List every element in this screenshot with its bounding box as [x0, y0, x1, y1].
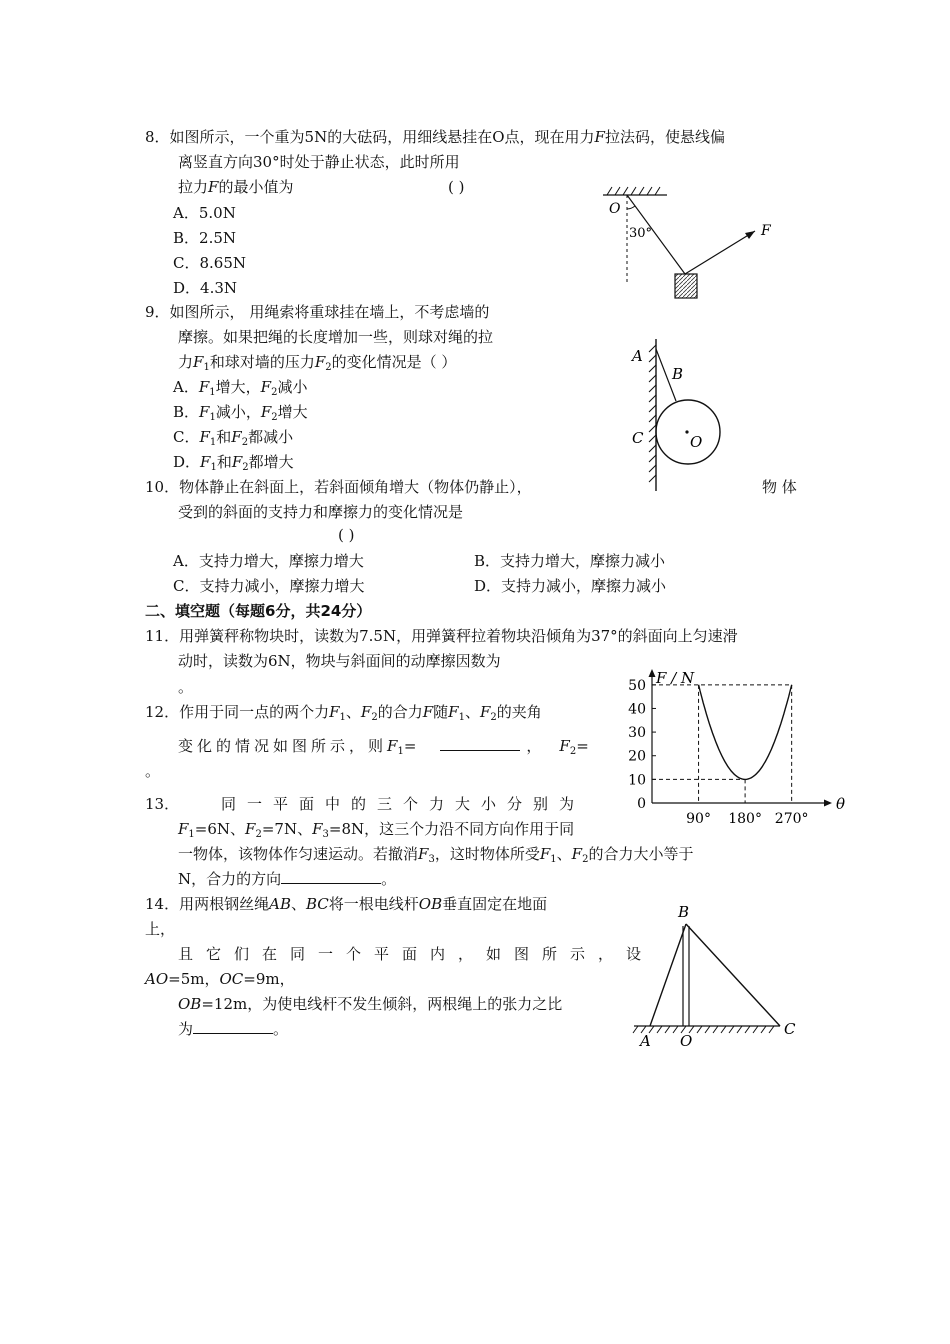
- q13-line-1-text: [145, 794, 585, 814]
- q10-line-2: 受到的斜面的支持力和摩擦力的变化情况是: [178, 503, 464, 521]
- q14-line-3: [178, 944, 655, 964]
- y-tick-label: 50: [628, 677, 646, 694]
- q9-line-2: 摩擦。如果把绳的长度增加一些，则球对绳的拉: [178, 328, 494, 346]
- q12-line-1: 12．作用于同一点的两个力$F_1$、$F_2$的合力F随$F_1$、$F_2$的夹角: [145, 703, 542, 723]
- q8-answer-paren: ( ): [448, 178, 465, 196]
- label-f: F: [761, 223, 771, 239]
- q10-line-1-end: 物 体: [762, 478, 797, 496]
- q8-option-a: A．5.0N: [173, 204, 236, 222]
- q13-num: 13．: [145, 795, 180, 813]
- q12-chart: [620, 665, 846, 830]
- q14-figure: [630, 900, 805, 1050]
- q13-line-1: [145, 794, 585, 814]
- parabola-curve: [699, 685, 792, 780]
- q10-option-c: C．支持力减小，摩擦力增大: [173, 577, 365, 595]
- chart-ticks: [628, 678, 808, 827]
- q14-line-4: AO=5m，OC=9m，: [145, 970, 295, 988]
- q9-option-c: C．$F_1$和$F_2$都减小: [173, 428, 294, 448]
- q8-option-b: B．2.5N: [173, 229, 237, 247]
- q14-line-5: OB=12m，为使电线杆不发生倾斜，两根绳上的张力之比: [178, 995, 563, 1013]
- q10-option-b: B．支持力增大，摩擦力减小: [474, 552, 666, 570]
- label-b: B: [678, 903, 690, 921]
- x-tick-label: 90°: [686, 811, 711, 827]
- y-tick-label: 10: [628, 772, 646, 789]
- q8-line-2: 离竖直方向30°时处于静止状态，此时所用: [178, 153, 460, 171]
- force-arrow: [685, 231, 755, 274]
- q8-line-1: 8．如图所示，一个重为5N的大砝码，用细线悬挂在O点，现在用力F拉法码，使悬线偏: [145, 128, 725, 146]
- q9-line-1: 9．如图所示， 用绳索将重球挂在墙上，不考虑墙的: [145, 303, 490, 321]
- label-o: O: [690, 433, 703, 451]
- y-tick-label: 40: [628, 701, 646, 718]
- q11-line-2-text: 动时，读数为6N，物块与斜面间的动摩擦因数为: [178, 652, 501, 670]
- q11-line-2: [178, 651, 588, 671]
- label-a: A: [632, 347, 643, 365]
- q11-line-1: 11．用弹簧秤称物块时，读数为7.5N，用弹簧秤拉着物块沿倾角为37°的斜面向上匀速滑: [145, 627, 738, 645]
- label-b: B: [672, 365, 684, 383]
- chart-ylabel: F / N: [656, 669, 695, 687]
- wall-hatch: [649, 345, 656, 482]
- q12-blank-f1[interactable]: [440, 736, 520, 751]
- y-axis-arrow: [649, 669, 656, 677]
- q9-option-a: A．$F_1$增大，$F_2$减小: [173, 378, 308, 398]
- q10-line-1: 10．物体静止在斜面上，若斜面倾角增大（物体仍静止），: [145, 478, 532, 496]
- q10-answer-paren: ( ): [338, 526, 355, 544]
- q13-line-3: 一物体，该物体作匀速运动。若撤消$F_3$，这时物体所受$F_1$、$F_2$的合力大小等于: [178, 845, 694, 865]
- q9-line-3: 力$F_1$和球对墙的压力$F_2$的变化情况是（ ）: [178, 353, 457, 373]
- angle-arc: [627, 206, 635, 209]
- y-tick-label: 20: [628, 748, 646, 765]
- weight-block: [675, 274, 697, 298]
- cable-bc: [686, 924, 780, 1026]
- q9-option-b: B．$F_1$减小，$F_2$增大: [173, 403, 308, 423]
- label-c: C: [632, 429, 644, 447]
- q13-line-4: N，合力的方向 。: [178, 870, 397, 888]
- q8-option-c: C．8.65N: [173, 254, 247, 272]
- y-tick-label: 30: [628, 725, 646, 742]
- chart-marks: [652, 685, 792, 803]
- label-c: C: [784, 1020, 796, 1038]
- q8-line-3: 拉力F的最小值为: [178, 178, 294, 196]
- chart-xlabel: θ: [836, 795, 846, 813]
- x-tick-label: 270°: [774, 811, 809, 827]
- q14-line-6: 为 。: [178, 1020, 289, 1038]
- q10-option-d: D．支持力减小，摩擦力减小: [474, 577, 667, 595]
- cable-ab: [650, 924, 686, 1026]
- label-angle: 30°: [629, 226, 653, 241]
- ground-hatch: [633, 1026, 780, 1033]
- arrow-head: [745, 231, 755, 239]
- q14-line-1: 14．用两根钢丝绳AB、BC将一根电线杆OB垂直固定在地面: [145, 895, 548, 913]
- label-o: O: [609, 201, 621, 217]
- q10-option-a: A．支持力增大，摩擦力增大: [173, 552, 364, 570]
- q14-line-3-text: 且它们在同一个平面内，如图所示，设: [178, 945, 655, 963]
- section-title: 二、填空题（每题6分，共24分）: [145, 602, 372, 620]
- q14-line-2: 上，: [145, 920, 176, 938]
- x-tick-label: 180°: [728, 811, 762, 827]
- chart-axes: [649, 669, 833, 807]
- label-a: A: [640, 1032, 651, 1050]
- q14-blank-ratio[interactable]: [193, 1019, 273, 1034]
- q12-line-2: 变化的情况如图所示，则$F_1=$ ， $F_2=$: [178, 737, 589, 757]
- ceiling-hatch: [603, 187, 667, 195]
- q12-line-3: 。: [145, 762, 161, 780]
- q11-line-3: 。: [178, 678, 194, 696]
- q9-option-d: D．$F_1$和$F_2$都增大: [173, 453, 294, 473]
- q13-line-2: $F_1=6N$、$F_2=7N$、$F_3=8N$，这三个力沿不同方向作用于同: [178, 820, 575, 840]
- q13-blank-direction[interactable]: [281, 869, 381, 884]
- q9-figure: [620, 335, 740, 495]
- q13-line-1-content: 同一平面中的三个力大小分别为: [220, 795, 585, 813]
- y-tick-label: 0: [637, 796, 646, 812]
- label-o: O: [680, 1032, 693, 1050]
- x-axis-arrow: [824, 800, 832, 807]
- q8-option-d: D．4.3N: [173, 279, 238, 297]
- ball-center: [685, 430, 688, 433]
- q8-figure: [595, 185, 785, 305]
